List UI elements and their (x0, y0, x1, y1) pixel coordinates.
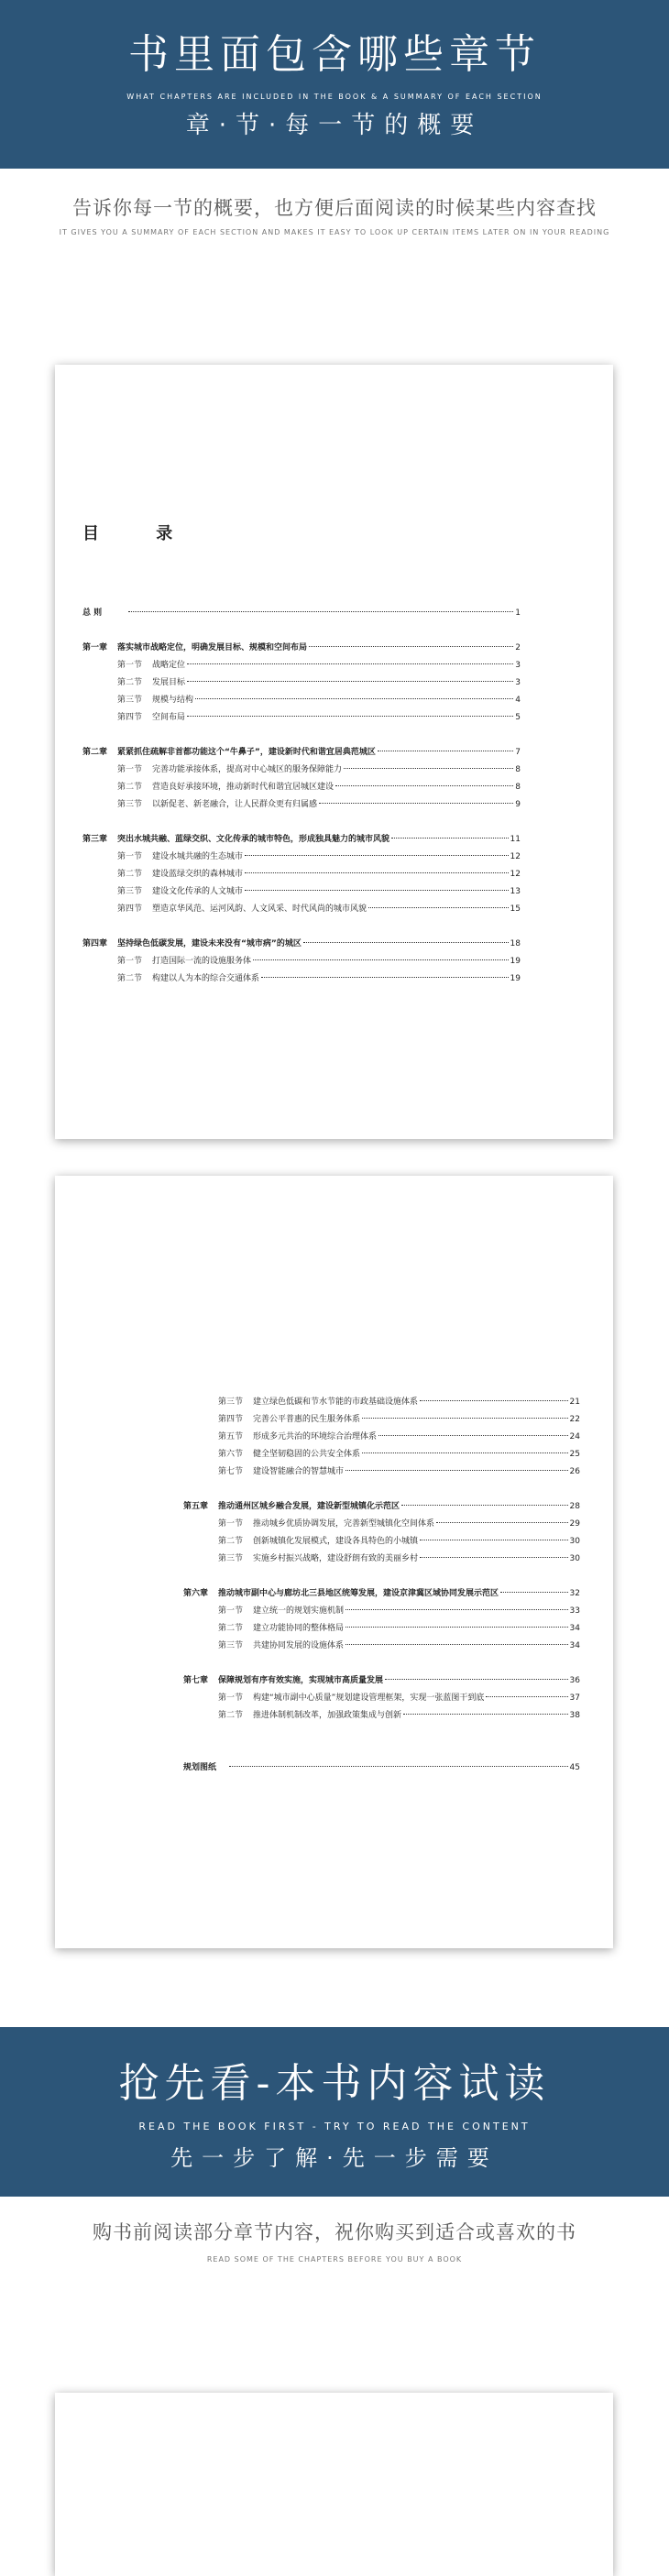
toc-entry-label: 第二节 (117, 783, 143, 792)
toc-entry-title: 建设智能融合的智慧城市 (253, 1467, 345, 1476)
toc-page-number: 36 (569, 1676, 580, 1685)
toc-entry-label: 第四章 (82, 939, 108, 948)
toc-entry-label: 第二节 (218, 1624, 244, 1633)
toc-page-number: 15 (510, 904, 521, 914)
toc-leader-dots (261, 976, 509, 978)
toc-page-number: 30 (569, 1537, 580, 1546)
toc-page-number: 11 (510, 835, 521, 844)
toc-section-row (82, 762, 521, 779)
toc-entry-title: 完善公平普惠的民生服务体系 (253, 1415, 361, 1424)
banner-tagline: 先一步了解·先一步需要 (170, 2145, 499, 2171)
toc-page-number: 25 (569, 1450, 580, 1459)
toc-entry-title: 创新城镇化发展模式，建设各具特色的小城镇 (253, 1537, 419, 1546)
toc-entry-label: 第三节 (218, 1398, 244, 1407)
toc-leader-dots (245, 871, 509, 873)
toc-section-row (82, 953, 521, 970)
preview-caption: 购书前阅读部分章节内容，祝你购买到适合或喜欢的书 (93, 2221, 576, 2243)
toc-page-number: 8 (515, 783, 521, 792)
toc-spacer (82, 727, 521, 744)
toc-chapter-row (82, 640, 521, 657)
toc-entry-title: 推动通州区城乡融合发展，建设新型城镇化示范区 (218, 1502, 400, 1511)
toc-page-number: 12 (510, 852, 521, 861)
toc-page-number: 32 (569, 1589, 580, 1598)
toc-entry-title: 以新促老、新老融合，让人民群众更有归属感 (152, 800, 318, 809)
toc-page-number: 19 (510, 957, 521, 966)
toc-spacer (183, 1655, 580, 1672)
toc-entry-title: 坚持绿色低碳发展，建设未来没有“城市病”的城区 (117, 939, 302, 948)
banner-tagline: 章·节·每一节的概要 (185, 112, 484, 139)
toc-page-number: 13 (510, 887, 521, 896)
toc-page-number: 28 (569, 1502, 580, 1511)
toc-page-number: 8 (515, 765, 521, 774)
toc-entry-title: 营造良好承接环境，推动新时代和谐宜居城区建设 (152, 783, 334, 792)
toc-entry-title: 发展目标 (152, 678, 186, 687)
banner-title: 书里面包含哪些章节 (128, 31, 541, 78)
toc-leader-dots (368, 906, 509, 908)
toc-page-number: 34 (569, 1641, 580, 1650)
toc-entry-label: 第二节 (117, 678, 143, 687)
toc-entry-label: 第七章 (183, 1676, 209, 1685)
toc-chapter-row (82, 936, 521, 953)
toc-entry-label: 第三节 (218, 1641, 244, 1650)
preview-banner (0, 2027, 669, 2197)
toc-section-row (183, 1446, 580, 1463)
toc-leader-dots (187, 715, 513, 717)
toc-page-number: 2 (515, 643, 521, 652)
toc-page-number: 37 (569, 1694, 580, 1703)
toc-leader-dots (345, 1469, 568, 1471)
toc-page-number: 7 (515, 748, 521, 757)
toc-page-1 (55, 365, 613, 1139)
toc-page-number: 3 (515, 678, 521, 687)
toc-entry-label: 第七节 (218, 1467, 244, 1476)
toc-entry-title: 战略定位 (152, 661, 186, 670)
toc-page-number: 9 (515, 800, 521, 809)
toc-entry-label: 第三节 (117, 800, 143, 809)
toc-leader-dots (303, 941, 509, 943)
toc-page-number: 21 (569, 1398, 580, 1407)
toc-page-number: 38 (569, 1711, 580, 1720)
toc-leader-dots (500, 1591, 568, 1593)
toc-page-number: 1 (515, 608, 521, 618)
toc-page-number: 19 (510, 974, 521, 983)
intro-caption-english: IT GIVES YOU A SUMMARY OF EACH SECTION AND MAKES IT EASY TO LOOK UP CERTAIN ITEMS LATER ON IN YOUR READING (59, 228, 610, 236)
toc-leader-dots (128, 610, 513, 612)
toc-list (82, 605, 521, 988)
toc-section-row (183, 1603, 580, 1620)
toc-spacer (82, 622, 521, 640)
toc-leader-dots (378, 750, 513, 751)
toc-entry-label: 第三章 (82, 835, 108, 844)
toc-section-row (183, 1638, 580, 1655)
toc-leader-dots (253, 959, 509, 960)
toc-entry-label: 第二节 (117, 870, 143, 879)
toc-entry-title: 突出水城共融、蓝绿交织、文化传承的城市特色，形成独具魅力的城市风貌 (117, 835, 390, 844)
toc-entry-label: 第二节 (218, 1537, 244, 1546)
toc-entry-label: 第一节 (218, 1694, 244, 1703)
toc-section-row (183, 1429, 580, 1446)
sample-page (55, 2393, 613, 2576)
toc-section-row (183, 1516, 580, 1533)
toc-entry-label: 第五章 (183, 1502, 209, 1511)
banner-title: 抢先看-本书内容试读 (118, 2060, 551, 2107)
toc-chapter-row (183, 1498, 580, 1516)
toc-entry-label: 第四节 (117, 904, 143, 914)
toc-chapter-row (183, 1759, 580, 1777)
banner-english-subtitle: READ THE BOOK FIRST - TRY TO READ THE CONTENT (138, 2121, 531, 2132)
toc-entry-title: 建立功能协同的整体格局 (253, 1624, 345, 1633)
toc-spacer (82, 814, 521, 831)
toc-heading: 目 录 (82, 524, 199, 543)
toc-entry-label: 第一章 (82, 643, 108, 652)
preview-caption-english: READ SOME OF THE CHAPTERS BEFORE YOU BUY A BOOK (206, 2255, 463, 2264)
toc-entry-label: 第三节 (117, 696, 143, 705)
toc-leader-dots (436, 1521, 568, 1523)
toc-page-number: 45 (569, 1763, 580, 1772)
toc-leader-dots (362, 1452, 568, 1453)
toc-leader-dots (195, 697, 513, 699)
toc-section-row (183, 1551, 580, 1568)
toc-section-row (82, 709, 521, 727)
toc-section-row (183, 1411, 580, 1429)
toc-chapter-row (82, 831, 521, 849)
toc-entry-title: 空间布局 (152, 713, 186, 722)
toc-entry-label: 第一节 (117, 765, 143, 774)
toc-leader-dots (385, 1678, 568, 1680)
toc-entry-label: 总 则 (82, 608, 103, 618)
toc-leader-dots (187, 680, 513, 682)
toc-page-number: 22 (569, 1415, 580, 1424)
toc-entry-label: 第一节 (117, 957, 143, 966)
toc-spacer (183, 1725, 580, 1742)
toc-entry-label: 第一节 (117, 852, 143, 861)
toc-entry-label: 第一节 (218, 1606, 244, 1616)
toc-entry-label: 第四节 (117, 713, 143, 722)
toc-entry-label: 第六节 (218, 1450, 244, 1459)
toc-section-row (82, 779, 521, 796)
toc-entry-label: 第三节 (117, 887, 143, 896)
toc-leader-dots (309, 645, 513, 647)
toc-leader-dots (378, 1434, 568, 1436)
toc-leader-dots (345, 1608, 568, 1610)
toc-leader-dots (245, 854, 509, 856)
toc-section-row (82, 849, 521, 866)
toc-section-row (82, 692, 521, 709)
toc-entry-label: 第一节 (218, 1519, 244, 1529)
toc-leader-dots (420, 1539, 568, 1540)
toc-page-number: 18 (510, 939, 521, 948)
toc-page-number: 4 (515, 696, 521, 705)
toc-entry-label: 第一节 (117, 661, 143, 670)
toc-leader-dots (245, 889, 509, 891)
header-banner (0, 0, 669, 169)
toc-entry-label: 第六章 (183, 1589, 209, 1598)
toc-chapter-row (183, 1585, 580, 1603)
toc-page-number: 30 (569, 1554, 580, 1563)
toc-entry-title: 紧紧抓住疏解非首都功能这个“牛鼻子”，建设新时代和谐宜居典范城区 (117, 748, 376, 757)
toc-leader-dots (403, 1713, 568, 1715)
toc-leader-dots (362, 1417, 568, 1419)
toc-page-number: 33 (569, 1606, 580, 1616)
toc-chapter-row (82, 605, 521, 622)
toc-leader-dots (401, 1504, 568, 1506)
toc-entry-title: 完善功能承接体系，提高对中心城区的服务保障能力 (152, 765, 343, 774)
toc-leader-dots (486, 1695, 567, 1697)
toc-entry-label: 第二节 (117, 974, 143, 983)
toc-page-number: 26 (569, 1467, 580, 1476)
toc-entry-title: 构建以人为本的综合交通体系 (152, 974, 260, 983)
toc-entry-title: 规模与结构 (152, 696, 194, 705)
toc-section-row (82, 970, 521, 988)
toc-leader-dots (229, 1765, 568, 1767)
toc-section-row (82, 796, 521, 814)
toc-section-row (82, 901, 521, 918)
toc-entry-title: 推动城市副中心与廊坊北三县地区统筹发展，建设京津冀区域协同发展示范区 (218, 1589, 499, 1598)
toc-entry-title: 建设文化传承的人文城市 (152, 887, 244, 896)
toc-section-row (183, 1620, 580, 1638)
toc-entry-title: 建设蓝绿交织的森林城市 (152, 870, 244, 879)
toc-entry-title: 形成多元共治的环境综合治理体系 (253, 1432, 378, 1441)
toc-entry-label: 规划图纸 (183, 1763, 217, 1772)
toc-entry-title: 打造国际一流的设施服务体 (152, 957, 252, 966)
toc-page-number: 29 (569, 1519, 580, 1529)
toc-entry-label: 第二节 (218, 1711, 244, 1720)
toc-section-row (183, 1707, 580, 1725)
toc-list (183, 1394, 580, 1777)
toc-spacer (183, 1742, 580, 1759)
toc-page-2 (55, 1176, 613, 1948)
toc-entry-label: 第三节 (218, 1554, 244, 1563)
toc-entry-title: 建立统一的规划实施机制 (253, 1606, 345, 1616)
toc-leader-dots (187, 663, 513, 664)
toc-entry-title: 实施乡村振兴战略，建设舒朗有致的美丽乡村 (253, 1554, 419, 1563)
toc-entry-title: 共建协同发展的设施体系 (253, 1641, 345, 1650)
toc-entry-title: 落实城市战略定位，明确发展目标、规模和空间布局 (117, 643, 308, 652)
toc-entry-title: 塑造京华风范、运河风韵、人文风采、时代风尚的城市风貌 (152, 904, 367, 914)
toc-spacer (183, 1481, 580, 1498)
toc-section-row (183, 1690, 580, 1707)
toc-page-number: 24 (569, 1432, 580, 1441)
toc-entry-label: 第四节 (218, 1415, 244, 1424)
toc-section-row (82, 866, 521, 883)
banner-english-subtitle: WHAT CHAPTERS ARE INCLUDED IN THE BOOK & A SUMMARY OF EACH SECTION (126, 93, 543, 101)
toc-entry-title: 建立绿色低碳和节水节能的市政基础设施体系 (253, 1398, 419, 1407)
toc-entry-title: 推进体制机制改革，加强政策集成与创新 (253, 1711, 402, 1720)
toc-page-number: 12 (510, 870, 521, 879)
toc-leader-dots (391, 837, 509, 839)
toc-section-row (183, 1533, 580, 1551)
toc-leader-dots (319, 802, 513, 804)
toc-entry-title: 建设水城共融的生态城市 (152, 852, 244, 861)
toc-leader-dots (345, 1626, 568, 1628)
toc-leader-dots (345, 1643, 568, 1645)
toc-spacer (82, 918, 521, 936)
intro-caption: 告诉你每一节的概要，也方便后面阅读的时候某些内容查找 (72, 197, 597, 219)
toc-section-row (82, 657, 521, 674)
toc-spacer (183, 1568, 580, 1585)
toc-leader-dots (335, 784, 513, 786)
toc-section-row (82, 883, 521, 901)
toc-page-number: 34 (569, 1624, 580, 1633)
toc-page-number: 5 (515, 713, 521, 722)
toc-section-row (82, 674, 521, 692)
toc-chapter-row (82, 744, 521, 762)
toc-entry-title: 推动城乡优质协调发展，完善新型城镇化空间体系 (253, 1519, 435, 1529)
toc-leader-dots (344, 767, 513, 769)
toc-entry-label: 第二章 (82, 748, 108, 757)
toc-entry-title: 健全坚韧稳固的公共安全体系 (253, 1450, 361, 1459)
toc-section-row (183, 1463, 580, 1481)
toc-section-row (183, 1394, 580, 1411)
toc-leader-dots (420, 1399, 568, 1401)
toc-leader-dots (420, 1556, 568, 1558)
toc-page-number: 3 (515, 661, 521, 670)
toc-entry-title: 构建“城市副中心质量”规划建设管理框架，实现一张蓝图干到底 (253, 1694, 485, 1703)
toc-chapter-row (183, 1672, 580, 1690)
toc-entry-title: 保障规划有序有效实施，实现城市高质量发展 (218, 1676, 384, 1685)
toc-entry-label: 第五节 (218, 1432, 244, 1441)
